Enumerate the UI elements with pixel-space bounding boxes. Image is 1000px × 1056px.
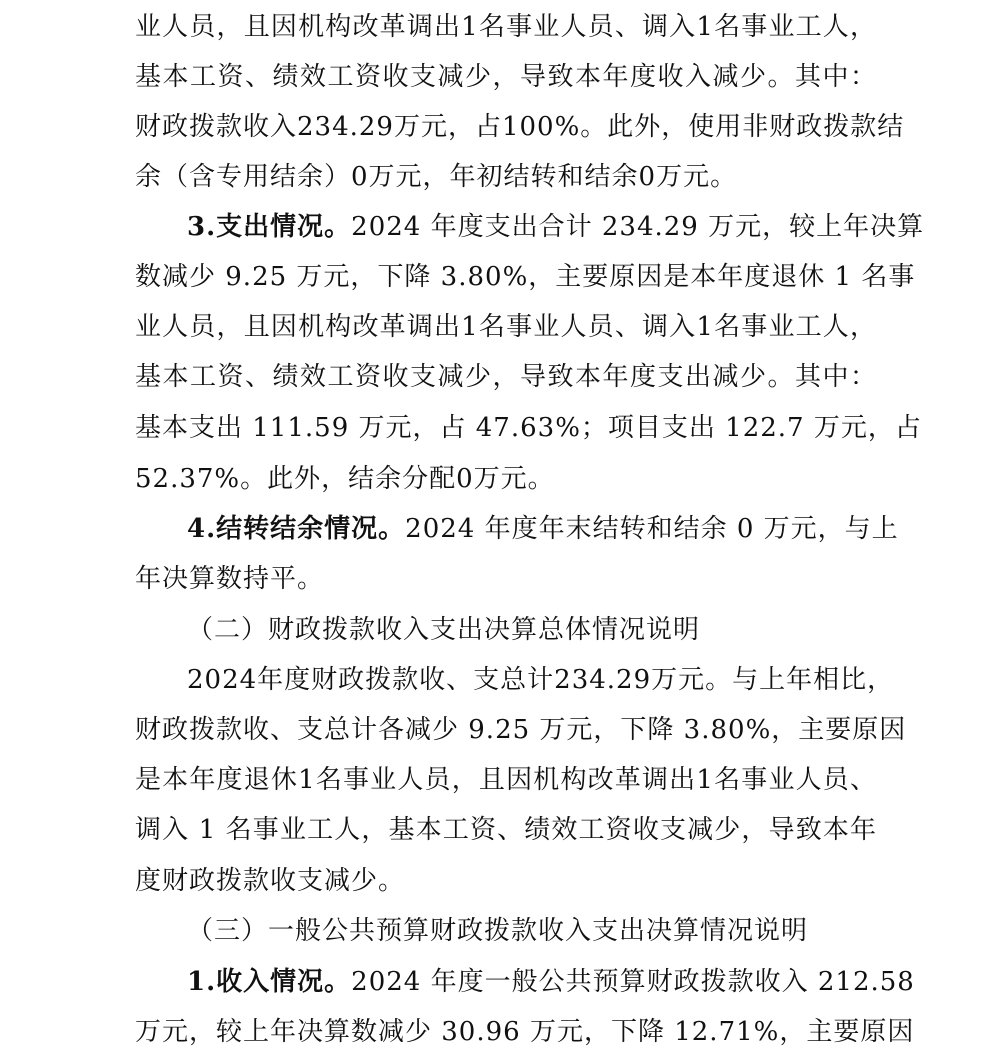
paragraph-line: 数减少 9.25 万元，下降 3.80%，主要原因是本年度退休 1 名事 [135, 262, 916, 292]
paragraph-line: 余（含专用结余）0万元，年初结转和结余0万元。 [135, 162, 738, 192]
paragraph-line: 年决算数持平。 [135, 564, 325, 594]
subsection-heading-fiscal-overview: （二）财政拨款收入支出决算总体情况说明 [187, 615, 701, 645]
paragraph-line: 度财政拨款收支减少。 [135, 866, 406, 896]
paragraph-line: 基本支出 111.59 万元，占 47.63%；项目支出 122.7 万元，占 [135, 413, 922, 443]
paragraph-line: 万元，较上年决算数减少 30.96 万元，下降 12.71%，主要原因 [135, 1017, 915, 1047]
paragraph-line: 业人员，且因机构改革调出1名事业人员、调入1名事业工人， [135, 312, 877, 342]
paragraph-line: 调入 1 名事业工人，基本工资、绩效工资收支减少，导致本年 [135, 815, 877, 845]
paragraph-line: 业人员，且因机构改革调出1名事业人员、调入1名事业工人， [135, 12, 877, 42]
paragraph-line: 是本年度退休1名事业人员，且因机构改革调出1名事业人员、 [135, 765, 877, 795]
subsection-heading-general-budget: （三）一般公共预算财政拨款收入支出决算情况说明 [187, 916, 809, 946]
section-heading-expenditure: 3.支出情况。2024 年度支出合计 234.29 万元，较上年决算 [187, 212, 925, 242]
paragraph-line: 基本工资、绩效工资收支减少，导致本年度收入减少。其中： [135, 62, 877, 92]
paragraph-line: 2024年度财政拨款收、支总计234.29万元。与上年相比， [187, 665, 895, 695]
paragraph-line: 基本工资、绩效工资收支减少，导致本年度支出减少。其中： [135, 362, 877, 392]
section-heading-carryover: 4.结转结余情况。2024 年度年末结转和结余 0 万元，与上 [187, 514, 899, 544]
paragraph-line: 财政拨款收入234.29万元，占100%。此外，使用非财政拨款结 [135, 112, 905, 142]
paragraph-line: 52.37%。此外，结余分配0万元。 [135, 464, 555, 494]
section-heading-income: 1.收入情况。2024 年度一般公共预算财政拨款收入 212.58 [187, 967, 915, 997]
paragraph-line: 财政拨款收、支总计各减少 9.25 万元，下降 3.80%，主要原因 [135, 715, 907, 745]
